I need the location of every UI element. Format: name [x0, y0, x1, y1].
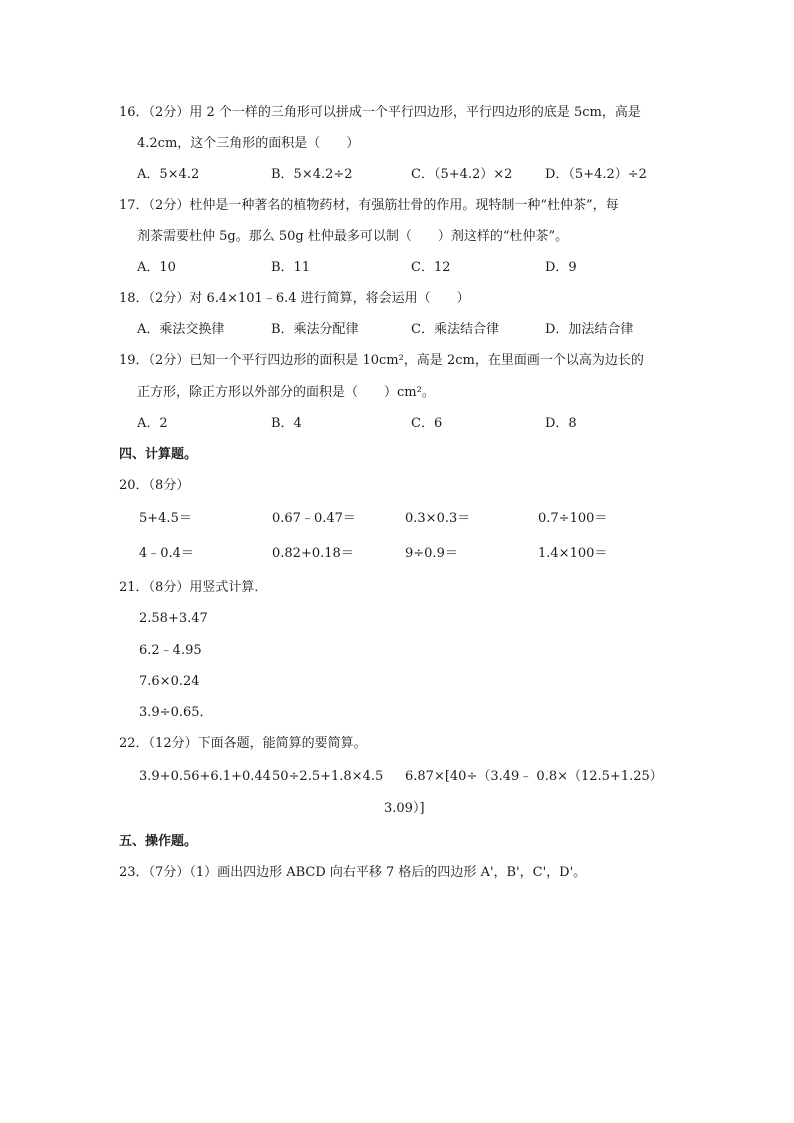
q20-expr: 0.3×0.3＝: [405, 511, 471, 526]
q16-line1: 16．（2分）用 2 个一样的三角形可以拼成一个平行四边形，平行四边形的底是 5cm，高是: [119, 105, 641, 120]
q21-item: 2.58+3.47: [139, 611, 208, 626]
q20-expr: 0.7÷100＝: [538, 511, 608, 526]
q17-option-a: A．10: [137, 260, 176, 275]
q17-line1: 17．（2分）杜仲是一种著名的植物药材，有强筋壮骨的作用。现特制一种“杜仲茶”，每: [119, 198, 619, 213]
q21-title: 21．（8分）用竖式计算．: [119, 580, 268, 595]
q20-expr: 0.67﹣0.47＝: [272, 511, 356, 526]
q20-expr: 9÷0.9＝: [405, 546, 458, 561]
q17-option-c: C．12: [411, 260, 451, 275]
q16-option-c: C．（5+4.2）×2: [411, 167, 513, 182]
q20-title: 20．（8分）: [119, 478, 190, 493]
q23-line1: 23．（7分）（1）画出四边形 ABCD 向右平移 7 格后的四边形 A'，B'，C'，D'。: [119, 865, 587, 880]
q18-option-a: A．乘法交换律: [137, 322, 225, 337]
q18-option-d: D．加法结合律: [545, 322, 634, 337]
q20-expr: 1.4×100＝: [538, 546, 608, 561]
q19-line2: 正方形，除正方形以外部分的面积是（ ）cm²。: [137, 385, 435, 400]
q22-title: 22．（12分）下面各题，能简算的要简算。: [119, 736, 367, 751]
section-heading-calculation: 四、计算题。: [119, 447, 198, 462]
q22-expr: 50÷2.5+1.8×4.5: [272, 769, 384, 784]
q19-option-a: A．2: [137, 416, 168, 431]
q18-option-b: B．乘法分配律: [271, 322, 359, 337]
q20-expr: 0.82+0.18＝: [272, 546, 354, 561]
q19-line1: 19．（2分）已知一个平行四边形的面积是 10cm²，高是 2cm，在里面画一个以高为边长的: [119, 353, 644, 368]
q19-option-b: B．4: [271, 416, 302, 431]
q16-line2: 4.2cm，这个三角形的面积是（ ）: [137, 136, 360, 151]
q16-option-b: B．5×4.2÷2: [271, 167, 353, 182]
q19-option-c: C．6: [411, 416, 443, 431]
q20-expr: 5+4.5＝: [139, 511, 192, 526]
q21-item: 6.2﹣4.95: [139, 643, 202, 658]
q19-option-d: D．8: [545, 416, 577, 431]
q17-line2: 剂茶需要杜仲 5g。那么 50g 杜仲最多可以制（ ）剂这样的“杜仲茶”。: [137, 229, 569, 244]
q18-option-c: C．乘法结合律: [411, 322, 499, 337]
q20-expr: 4﹣0.4＝: [139, 546, 194, 561]
q17-option-d: D．9: [545, 260, 577, 275]
q22-expr-continuation: 3.09）]: [384, 801, 425, 816]
q22-expr: 3.9+0.56+6.1+0.44: [139, 769, 271, 784]
q16-option-a: A．5×4.2: [137, 167, 200, 182]
section-heading-operation: 五、操作题。: [119, 834, 198, 849]
q17-option-b: B．11: [271, 260, 311, 275]
q16-option-d: D．（5+4.2）÷2: [545, 167, 647, 182]
q21-item: 7.6×0.24: [139, 674, 200, 689]
q21-item: 3.9÷0.65．: [139, 705, 213, 720]
q22-expr: 6.87×[40÷（3.49﹣ 0.8×（12.5+1.25）: [405, 769, 663, 784]
q18-line1: 18．（2分）对 6.4×101﹣6.4 进行简算，将会运用（ ）: [119, 291, 470, 306]
